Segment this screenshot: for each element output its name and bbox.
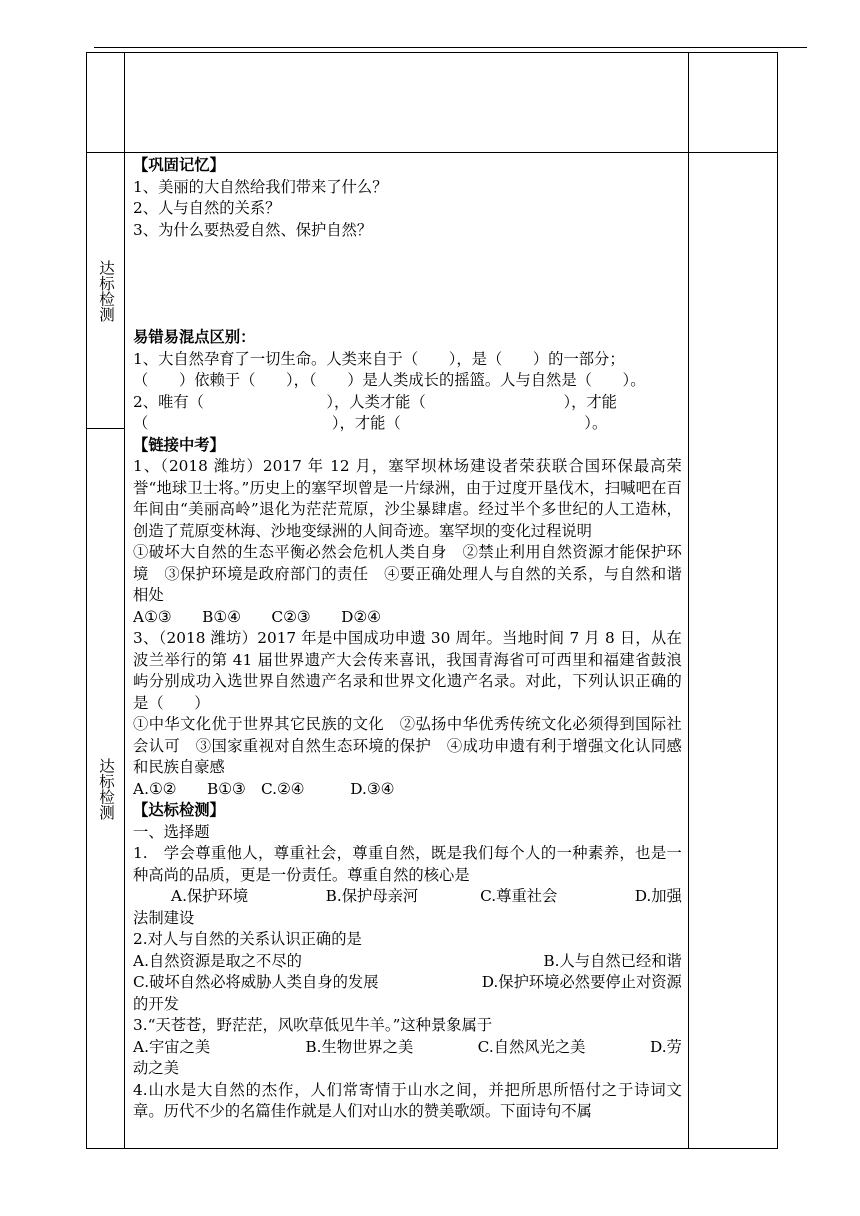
question-2-options-ab <box>133 951 682 973</box>
yicuo-line: 2、唯有（ ），人类才能（ ），才能 <box>133 392 617 411</box>
yicuo-line: 1、大自然孕育了一切生命。人类来自于（ ），是（ ）的一部分； <box>133 349 625 368</box>
lianjie-items-3: ①中华文化优于世界其它民族的文化 ②弘扬中华优秀传统文化必须得到国际社会认可 ③国家重视对自然生态环境的保护 ④成功申遗有利于增强文化认同感和民族自豪感 <box>133 715 682 776</box>
heading-yicuo: 易错易混点区别： <box>133 328 256 346</box>
heading-dabiao: 【达标检测】 <box>133 801 225 819</box>
question-4: 4.山水是大自然的杰作，人们常寄情于山水之间，并把所思所悟付之于诗词文章。历代不少的名篇佳作就是人们对山水的赞美歌颂。下面诗句不属 <box>133 1080 682 1120</box>
option: C.破坏自然必将威胁人类自身的发展 <box>133 973 379 991</box>
option: C.尊重社会 <box>480 887 558 905</box>
row3-label-cell <box>87 429 125 1149</box>
question-2: 2.对人与自然的关系认识正确的是 <box>133 930 362 948</box>
notes-cell <box>688 153 777 1149</box>
gonggu-question: 1、美丽的大自然给我们带来了什么？ <box>133 177 388 196</box>
question-3-options <box>133 1037 682 1059</box>
option: A.自然资源是取之不尽的 <box>133 951 302 970</box>
row2-label-cell <box>87 153 125 429</box>
question-1: 1. 学会尊重他人，尊重社会，尊重自然，既是我们每个人的一种素养，也是一种高尚的品质，更是一份责任。尊重自然的核心是 <box>133 844 682 884</box>
section-label-dabiao: 达标检测 <box>97 259 116 322</box>
gonggu-question: 2、人与自然的关系？ <box>133 199 281 217</box>
lianjie-options-1: A①③ B①④ C②③ D②④ <box>133 607 381 626</box>
row1-notes-cell <box>688 53 777 153</box>
row1-label-cell <box>87 53 125 153</box>
lianjie-options-3: A.①② B①③ C.②④ D.③④ <box>133 779 395 798</box>
option: A.宇宙之美 <box>133 1037 211 1056</box>
section-label-dabiao: 达标检测 <box>97 757 116 820</box>
question-1-options <box>133 886 682 908</box>
question-3-tail: 动之美 <box>133 1059 179 1077</box>
lianjie-question-1: 1、（2018 潍坊）2017 年 12 月，塞罕坝林场建设者荣获联合国环保最高荣誉“地球卫士将。”历史上的塞罕坝曾是一片绿洲，由于过度开垦伐木，扫喊吧在百年间由“美丽高岭”退化为茫茫荒原，沙尘暴肆虐。经过半个多世纪的人工造林，创造了荒原变林海、沙地变绿洲的人间奇迹。塞罕坝的变化过程说明 <box>133 457 682 540</box>
table-row <box>87 153 778 429</box>
yicuo-line: （ ），才能（ ）。 <box>133 414 608 432</box>
gonggu-question: 3、为什么要热爱自然、保护自然？ <box>133 220 373 239</box>
yicuo-line: （ ）依赖于（ ），（ ）是人类成长的摇篮。人与自然是（ ）。 <box>133 371 646 389</box>
option: B.生物世界之美 <box>305 1037 414 1056</box>
content-cell <box>125 153 689 1149</box>
header-rule <box>94 47 807 48</box>
option: B.保护母亲河 <box>325 887 419 905</box>
option: B.人与自然已经和谐 <box>543 951 682 970</box>
worksheet-table <box>86 52 778 1149</box>
option: D.保护环境必然要停止对资源 <box>481 973 682 991</box>
question-3: 3.“天苍苍，野茫茫，风吹草低见牛羊。”这种景象属于 <box>133 1016 493 1034</box>
option: D.加强 <box>634 887 682 905</box>
question-type: 一、选择题 <box>133 822 210 841</box>
row1-content-cell <box>125 53 689 153</box>
option: A.保护环境 <box>171 887 249 905</box>
question-2-tail: 的开发 <box>133 994 179 1013</box>
option: C.自然风光之美 <box>477 1037 586 1056</box>
table-row <box>87 53 778 153</box>
option: D.劳 <box>649 1037 682 1056</box>
question-1-tail: 法制建设 <box>133 908 195 927</box>
heading-gonggu: 【巩固记忆】 <box>133 156 225 174</box>
question-2-options-cd <box>133 972 682 994</box>
lianjie-items-1: ①破坏大自然的生态平衡必然会危机人类自身 ②禁止利用自然资源才能保护环境 ③保护环境是政府部门的责任 ④要正确处理人与自然的关系，与自然和谐相处 <box>133 543 682 604</box>
heading-lianjie: 【链接中考】 <box>133 435 225 454</box>
lianjie-question-3: 3、（2018 潍坊）2017 年是中国成功申遗 30 周年。当地时间 7 月 8 日，从在波兰举行的第 41 届世界遗产大会传来喜讯，我国青海省可可西里和福建省鼓浪屿分别成功入选世界自然遗产名录和世界文化遗产名录。对此，下列认识正确的是（ ） <box>133 629 682 712</box>
